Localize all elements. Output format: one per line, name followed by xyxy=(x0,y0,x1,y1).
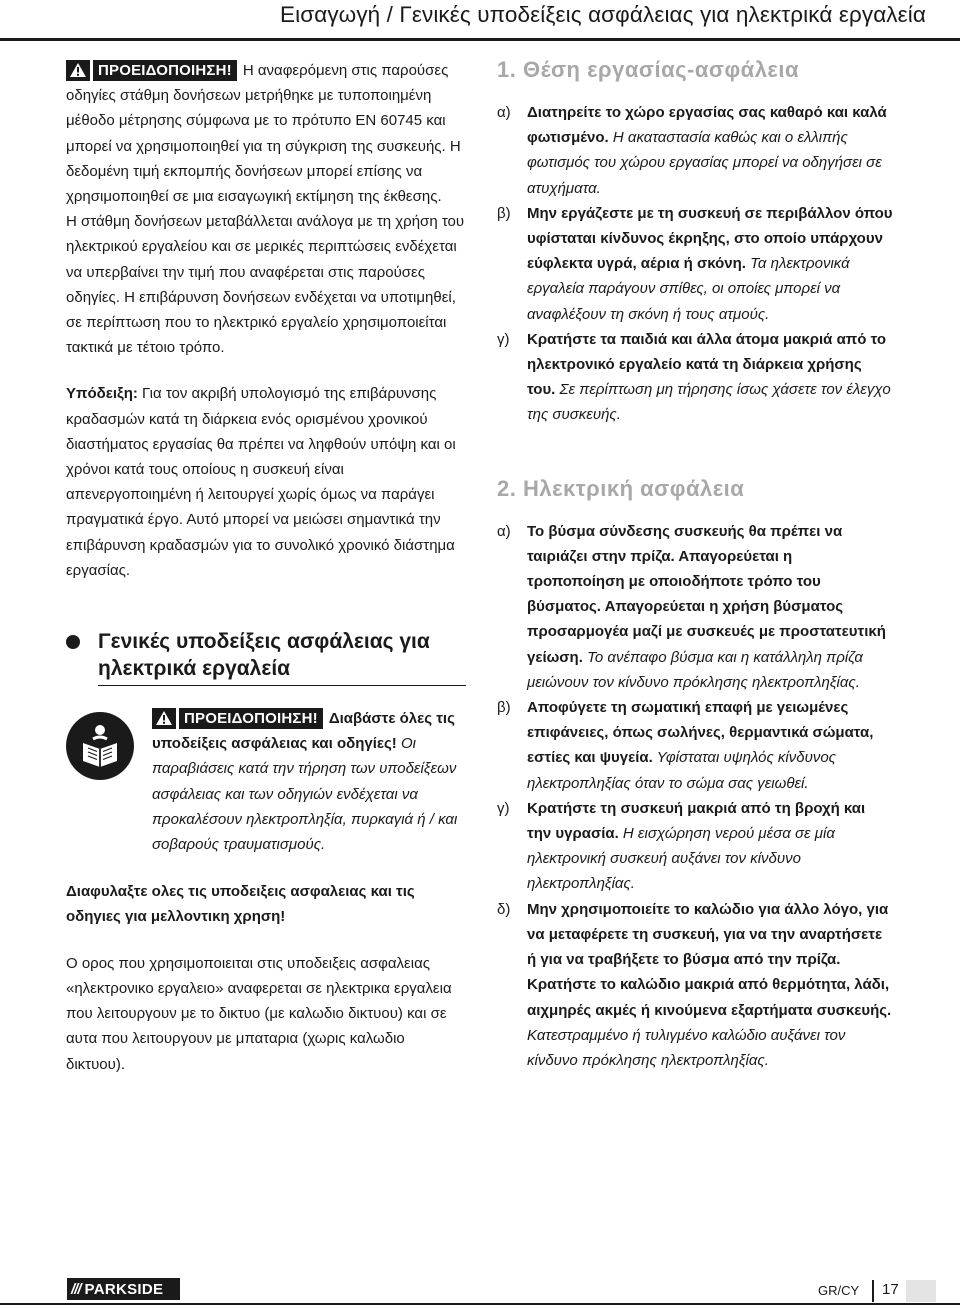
parkside-logo xyxy=(67,1278,180,1300)
general-safety-heading xyxy=(66,628,466,686)
country-code: GR/CY xyxy=(818,1283,860,1298)
vibration-warning-paragraph xyxy=(66,58,466,209)
warning-label: ΠΡΟΕΙΔΟΠΟΙΗΣΗ! xyxy=(93,60,237,81)
general-safety-heading-text: Γενικές υποδείξεις ασφάλειας για ηλεκτρικά εργαλεία xyxy=(98,628,466,686)
page-header-title: Εισαγωγή / Γενικές υποδείξεις ασφάλειας για ηλεκτρικά εργαλεία xyxy=(280,2,926,27)
read-warning-bold: Διαβάστε όλες τις υποδείξεις ασφάλειας και οδηγίες! xyxy=(152,710,455,753)
list-item: β) Μην εργάζεστε με τη συσκευή σε περιβάλλον όπου υφίσταται κίνδυνος έκρηξης, στο οποίο υπάρχουν εύφλεκτα υγρά, αέρια ή σκόνη. Τα ηλεκτρονικά εργαλεία παράγουν σπίθες, οι οποίες μπορεί να αναφλέξουν τη σκόνη ή τους ατμούς. xyxy=(497,204,893,323)
warning-triangle-icon xyxy=(66,60,90,81)
footer-tab-box xyxy=(906,1280,936,1302)
header-rule xyxy=(0,38,960,41)
bullet-dot-icon xyxy=(66,635,80,649)
electrical-safety-heading: 2. Ηλεκτρική ασφάλεια xyxy=(497,475,745,501)
list-item: δ) Μην χρησιμοποιείτε το καλώδιο για άλλο λόγο, για να μεταφέρετε τη συσκευή, για να την αναρτήσετε ή για να τραβήξετε το βύσμα από την πρίζα. Κρατήστε το καλώδιο μακριά από θερμότητα, λάδι, αιχμηρές ακμές ή κινούμενα εξαρτήματα συσκευής. Κατεστραμμένο ή τυλιγμένο καλώδιο αυξάνει τον κίνδυνο πρόκλησης ηλεκτροπληξίας. xyxy=(497,900,892,1069)
read-manual-icon xyxy=(66,712,134,780)
list-item: α) Το βύσμα σύνδεσης συσκευής θα πρέπει να ταιριάζει στην πρίζα. Απαγορεύεται η τροποποίηση με οποιοδήποτε τρόπο του βύσματος. Απαγορεύεται η χρήση βύσματος προσαρμογέα μαζί με συσκευές με προστατευτική γείωση. Το ανέπαφο βύσμα και η κατάλληλη πρίζα μειώνουν τον κίνδυνο πρόκλησης ηλεκτροπληξίας. xyxy=(497,522,886,691)
electrical-safety-list xyxy=(497,519,893,1073)
warning-label: ΠΡΟΕΙΔΟΠΟΙΗΣΗ! xyxy=(179,708,323,729)
logo-slashes: /// xyxy=(71,1280,81,1298)
workplace-safety-heading: 1. Θέση εργασίας-ασφάλεια xyxy=(497,57,800,82)
footer-separator xyxy=(872,1280,874,1302)
hint-label: Υπόδειξη: xyxy=(66,385,138,403)
vibration-text: Η αναφερόμενη στις παρούσες οδηγίες στάθμη δονήσεων μετρήθηκε με τυποποιημένη μέθοδο μέτρησης σύμφωνα με το πρότυπο EN 60745 και μπορεί να χρησιμοποιηθεί για τη σύγκριση της συσκευής. Η δεδομένη τιμή εκπομπής δονήσεων μπορεί επίσης να χρησιμοποιηθεί σε μια εισαγωγική εκτίμηση της έκθεσης. xyxy=(66,62,461,206)
workplace-safety-list xyxy=(497,100,893,428)
right-column xyxy=(497,55,893,1073)
warning-triangle-icon xyxy=(152,708,176,729)
logo-text: PARKSIDE xyxy=(84,1280,164,1298)
warning-badge xyxy=(66,60,237,81)
vibration-variation-paragraph: Η στάθμη δονήσεων μεταβάλλεται ανάλογα με τη χρήση του ηλεκτρικού εργαλείου και σε μερικές περιπτώσεις ενδέχεται να υπερβαίνει την τιμή που αναφέρεται στις παρούσες οδηγίες. Η επιβάρυνση δονήσεων ενδέχεται να υποτιμηθεί, σε περίπτωση που το ηλεκτρικό εργαλείο χρησιμοποιείται τακτικά με τέτοιο τρόπο. xyxy=(66,213,465,357)
list-item: α) Διατηρείτε το χώρο εργασίας σας καθαρό και καλά φωτισμένο. Η ακαταστασία καθώς και ο ελλιπής φωτισμός του χώρου εργασίας μπορεί να οδηγήσει σε ατυχήματα. xyxy=(497,104,887,197)
hint-text: Για τον ακριβή υπολογισμό της επιβάρυνσης κραδασμών κατά τη διάρκεια ενός ορισμένου χρονικού διαστήματος εργασίας θα πρέπει να ληφθούν υπόψη και οι χρόνοι κατά τους οποίους η συσκευή είναι απενεργοποιημένη ή λειτουργεί χωρίς όμως να παράγει πραγματικά έργο. Αυτό μπορεί να μειώσει σημαντικά την επιβάρυνση κραδασμών για το συνολικό χρονικό διάστημα εργασίας. xyxy=(66,385,456,579)
read-instructions-block xyxy=(66,706,466,857)
warning-badge xyxy=(152,708,323,729)
keep-instructions-note: Διαφυλαξτε ολες τις υποδειξεις ασφαλειας και τις οδηγιες για μελλοντικη χρηση! xyxy=(66,883,415,926)
page-number: 17 xyxy=(882,1281,899,1298)
hint-paragraph xyxy=(66,381,466,583)
left-column xyxy=(66,58,466,1077)
list-item: γ) Κρατήστε τη συσκευή μακριά από τη βροχή και την υγρασία. Η εισχώρηση νερού μέσα σε μία ηλεκτρονική συσκευή αυξάνει τον κίνδυνο ηλεκτροπληξίας. xyxy=(497,799,866,893)
term-definition-paragraph: Ο ορος που χρησιμοποιειται στις υποδειξεις ασφαλειας «ηλεκτρονικο εργαλειο» αναφερεται σε ηλεκτρικα εργαλεια που λειτουργουν με το δικτυο (με καλωδιο δικτυου) και σε αυτα που λειτουργουν με μπαταρια (χωρις καλωδιο δικτυου). xyxy=(66,954,452,1073)
footer-rule xyxy=(0,1303,960,1305)
list-item: γ) Κρατήστε τα παιδιά και άλλα άτομα μακριά από το ηλεκτρονικό εργαλείο κατά τη διάρκεια χρήσης του. Σε περίπτωση μη τήρησης ίσως χάσετε τον έλεγχο της συσκευής. xyxy=(497,330,891,424)
list-item: β) Αποφύγετε τη σωματική επαφή με γειωμένες επιφάνειες, όπως σωλήνες, θερμαντικά σώματα, εστίες και ψυγεία. Υφίσταται υψηλός κίνδυνος ηλεκτροπληξίας όταν το σώμα σας γειωθεί. xyxy=(497,699,874,792)
read-warning-text: Οι παραβιάσεις κατά την τήρηση των υποδείξεων ασφάλειας και των οδηγιών ενδέχεται να προκαλέσουν ηλεκτροπληξία, πυρκαγιά ή / και σοβαρούς τραυματισμούς. xyxy=(152,735,458,854)
